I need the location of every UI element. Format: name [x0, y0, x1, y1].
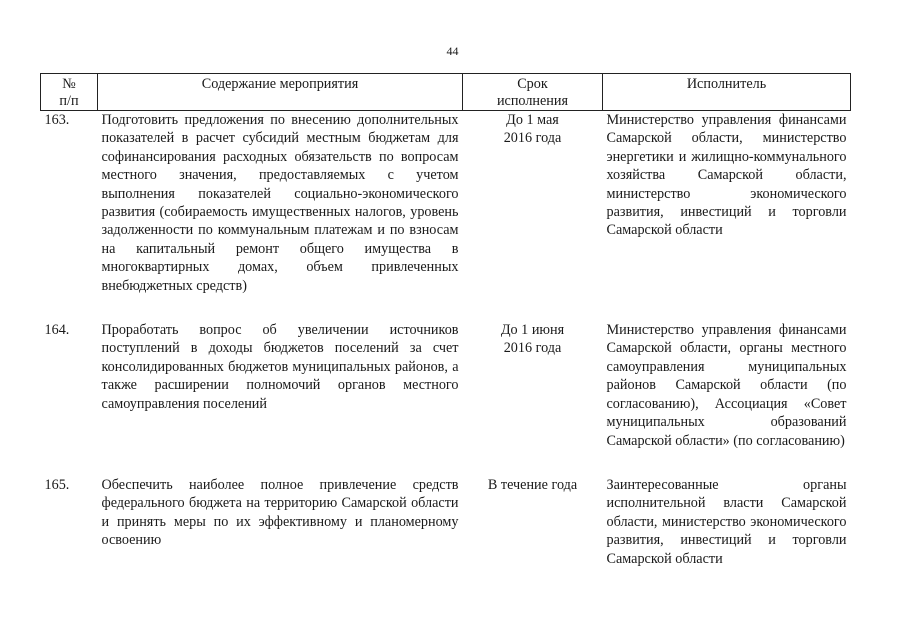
table-row — [41, 111, 851, 296]
header-term: Срок исполнения — [463, 74, 603, 111]
row-action: Проработать вопрос об увеличении источников поступлений в доходы бюджетов поселений за счет консолидированных бюджетов муниципальных районов, а также расширении полномочий органов местного самоуправления поселений — [101, 322, 459, 412]
header-executor: Исполнитель — [603, 74, 851, 111]
row-term: В течение года — [487, 476, 578, 493]
row-spacer — [41, 295, 851, 321]
row-term: До 1 июня 2016 года — [500, 322, 565, 357]
row-action: Обеспечить наиболее полное привлечение средств федерального бюджета на территорию Самарской области и принять меры по их эффективному и планомерному освоению — [101, 476, 459, 549]
table-row — [41, 321, 851, 450]
table-row — [41, 476, 851, 568]
row-executor: Министерство управления финансами Самарской области, министерство энергетики и жилищно-коммунального хозяйства Самарской области, министерство экономического развития, инвестиций и торговли Самарской области — [606, 112, 847, 239]
page-number: 44 — [446, 44, 459, 58]
row-spacer — [41, 450, 851, 476]
row-number: 164. — [44, 322, 70, 339]
row-number: 165. — [44, 476, 70, 493]
row-number: 163. — [44, 112, 70, 128]
header-number: № п/п — [41, 74, 98, 111]
row-executor: Министерство управления финансами Самарской области, органы местного самоуправления муниципальных районов Самарской области (по согласованию), Ассоциация «Совет муниципальных образований Самарской области» (по согласованию) — [606, 322, 847, 449]
row-term: До 1 мая 2016 года — [503, 112, 562, 147]
measures-table — [40, 73, 851, 568]
row-action: Подготовить предложения по внесению дополнительных показателей в расчет субсидий местным бюджетам для софинансирования расходных обязательств по вопросам местного значения, предоставляемых с учетом выполнения показателей социально-экономического развития (собираемость имущественных налогов, уровень задолженности по коммунальным платежам и по взносам на капитальный ремонт общего имущества в многоквартирных домах, объем привлеченных внебюджетных средств) — [101, 112, 459, 294]
header-action: Содержание мероприятия — [98, 74, 463, 111]
row-executor: Заинтересованные органы исполнительной власти Самарской области, министерство экономического развития, инвестиций и торговли Самарской области — [606, 476, 847, 567]
table-header-row — [41, 74, 851, 111]
